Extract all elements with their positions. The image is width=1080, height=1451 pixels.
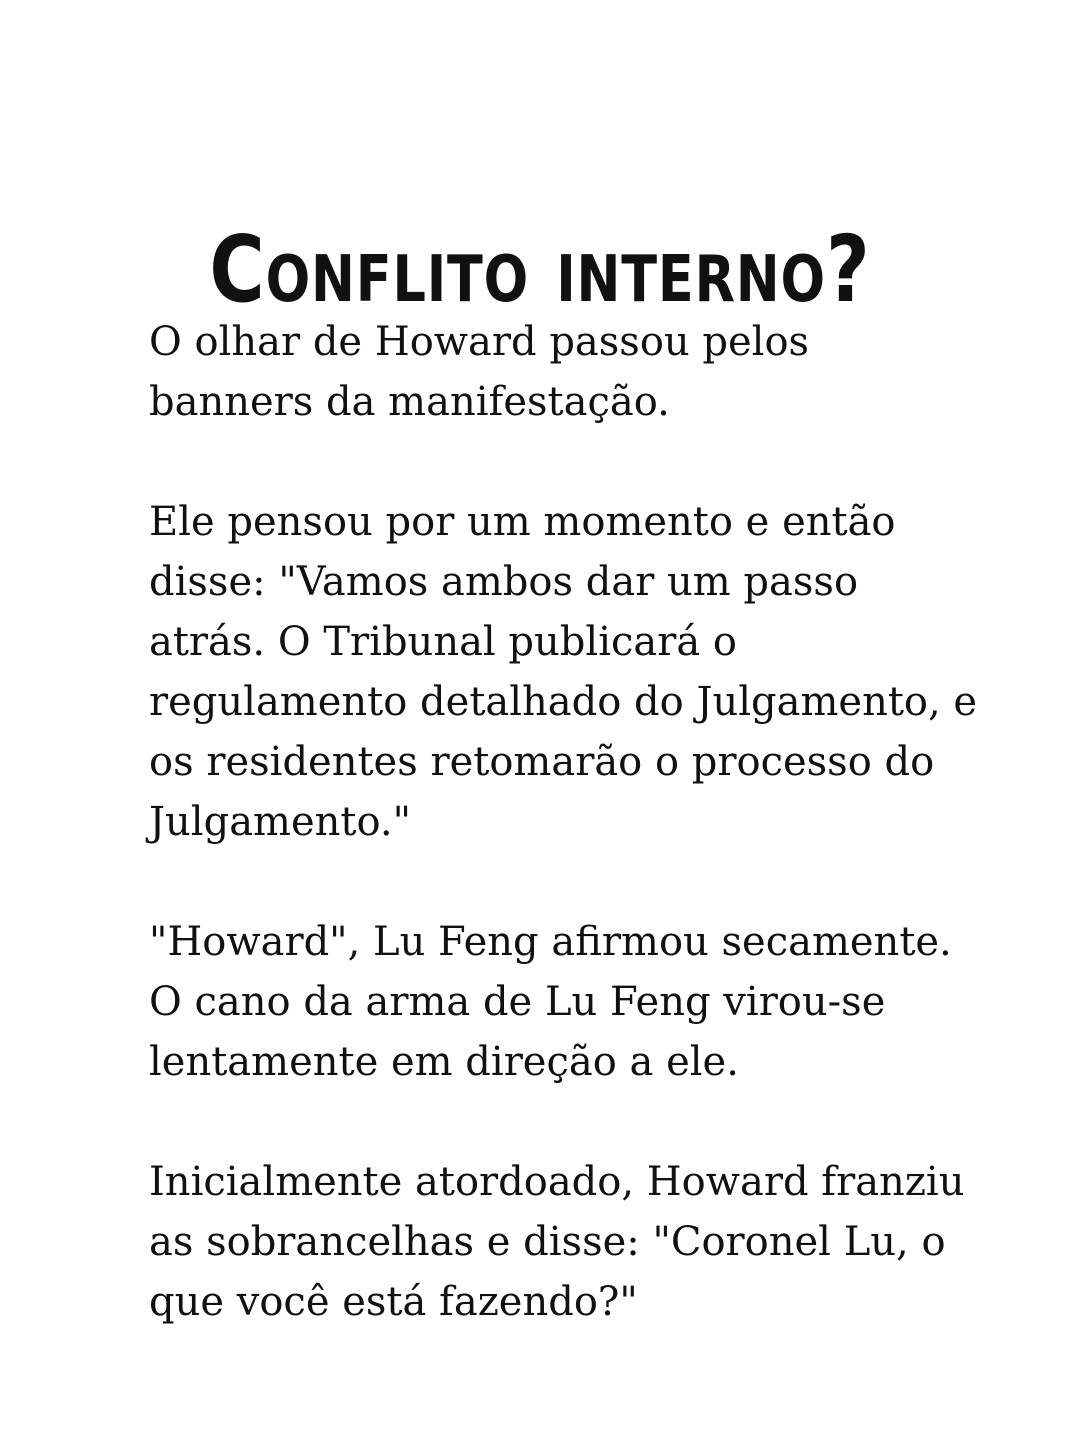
- paragraph-3: "Howard", Lu Feng afirmou secamente. O cano da arma de Lu Feng virou-se lentamente em direção a ele.: [149, 919, 952, 1085]
- story-text: [149, 312, 1009, 1392]
- paragraph-2: Ele pensou por um momento e então disse: "Vamos ambos dar um passo atrás. O Tribunal publicará o regulamento detalhado do Julgamento, e os residentes retomarão o processo do Julgamento.": [149, 499, 978, 845]
- paragraph-4: Inicialmente atordoado, Howard franziu as sobrancelhas e disse: "Coronel Lu, o que você está fazendo?": [149, 1159, 965, 1325]
- page-title: Conflito interno?: [209, 215, 871, 323]
- paragraph-1: O olhar de Howard passou pelos banners da manifestação.: [149, 319, 810, 425]
